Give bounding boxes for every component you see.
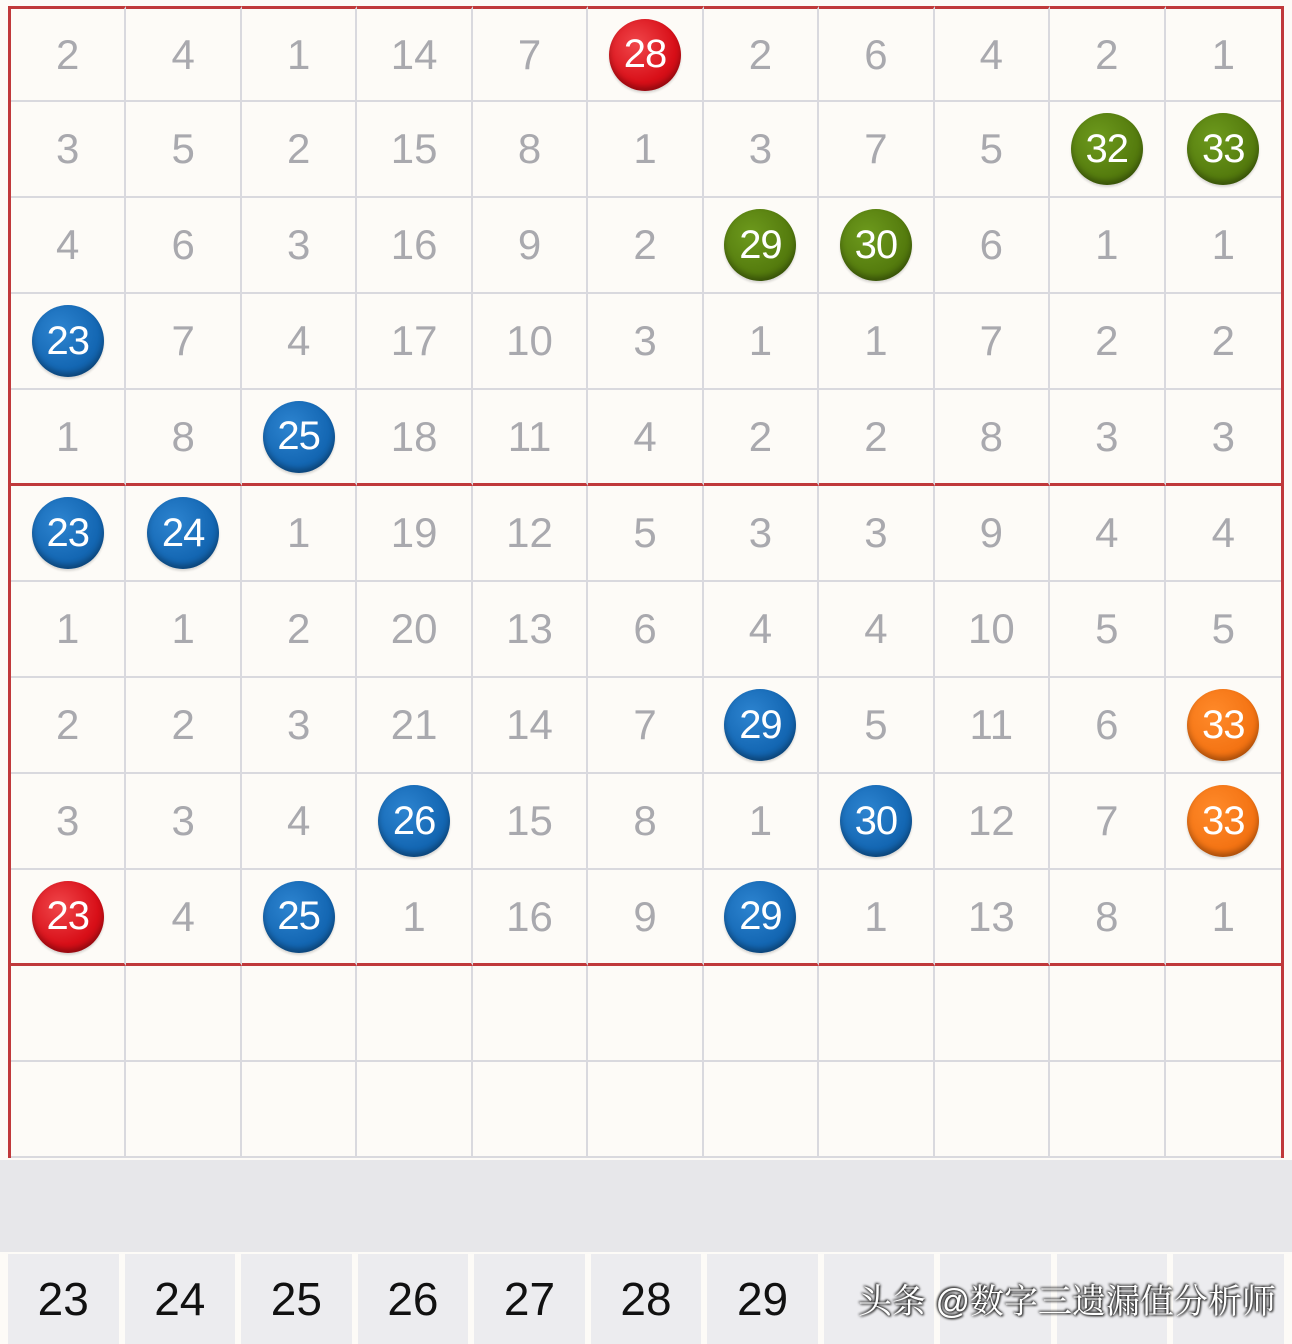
omission-value: 5	[633, 509, 657, 556]
grid-cell	[704, 966, 819, 1062]
grid-cell	[935, 678, 1050, 774]
grid-cell	[11, 102, 126, 198]
omission-value: 13	[506, 605, 553, 652]
grid-cell	[473, 774, 588, 870]
omission-value: 6	[1095, 701, 1119, 748]
omission-value: 7	[979, 317, 1004, 364]
grid-cell	[473, 870, 588, 966]
grid-cell	[126, 1062, 241, 1158]
omission-value: 7	[171, 317, 195, 364]
grid-cell	[11, 774, 126, 870]
grid-cell	[704, 678, 819, 774]
grid-cell	[704, 102, 819, 198]
grid-cell	[242, 6, 357, 102]
grid-cell	[126, 486, 241, 582]
grid-cell	[242, 966, 357, 1062]
grid-cell	[242, 390, 357, 486]
orange-ball: 33	[1187, 785, 1259, 857]
grid-cell	[588, 966, 703, 1062]
omission-value: 7	[864, 125, 888, 172]
grid-cell	[819, 1062, 934, 1158]
grid-cell	[1166, 198, 1281, 294]
grid-cell	[704, 1062, 819, 1158]
omission-value: 1	[864, 317, 888, 364]
grid-cell	[242, 1062, 357, 1158]
grid-cell	[242, 774, 357, 870]
omission-value: 2	[748, 30, 773, 78]
grid-cell	[357, 582, 472, 678]
omission-value: 8	[171, 412, 195, 460]
omission-value: 15	[390, 125, 438, 172]
grid-cell	[357, 6, 472, 102]
omission-value: 6	[633, 605, 657, 652]
grid-cell	[935, 870, 1050, 966]
omission-value: 1	[1211, 221, 1235, 268]
grid-cell	[819, 6, 934, 102]
omission-value: 1	[1211, 892, 1235, 940]
grid-cell	[588, 6, 703, 102]
grid-cell	[473, 486, 588, 582]
grid-cell	[1166, 486, 1281, 582]
grid-cell	[473, 678, 588, 774]
column-number: 25	[241, 1254, 352, 1344]
omission-value: 7	[1095, 797, 1119, 844]
grid-cell	[126, 582, 241, 678]
grid-cell	[473, 198, 588, 294]
grid-cell	[11, 870, 126, 966]
omission-value: 9	[979, 509, 1004, 556]
omission-value: 12	[967, 797, 1015, 844]
grid-cell	[126, 198, 241, 294]
grid-cell	[1050, 198, 1165, 294]
grid-cell	[935, 390, 1050, 486]
grid-cell	[935, 6, 1050, 102]
grid-cell	[1166, 582, 1281, 678]
grid-cell	[819, 966, 934, 1062]
grid-cell	[473, 390, 588, 486]
grid-cell	[588, 294, 703, 390]
omission-value: 1	[864, 892, 888, 940]
omission-value: 2	[1211, 317, 1235, 364]
omission-value: 4	[979, 30, 1004, 78]
omission-value: 1	[748, 317, 773, 364]
omission-value: 4	[286, 317, 311, 364]
omission-value: 1	[633, 125, 657, 172]
grid-cell	[126, 294, 241, 390]
omission-value: 1	[56, 605, 80, 652]
grid-cell	[11, 198, 126, 294]
omission-value: 1	[56, 412, 80, 460]
grid-cell	[588, 678, 703, 774]
omission-value: 2	[633, 221, 657, 268]
omission-value: 5	[979, 125, 1004, 172]
grid-cell	[1050, 6, 1165, 102]
column-number: 24	[125, 1254, 236, 1344]
omission-value: 3	[1211, 412, 1235, 460]
omission-value: 2	[286, 125, 311, 172]
omission-value: 3	[748, 509, 773, 556]
omission-value: 4	[171, 30, 195, 78]
grid-cell	[473, 294, 588, 390]
grid-cell	[819, 198, 934, 294]
omission-value: 18	[390, 412, 438, 460]
omission-value: 4	[633, 412, 657, 460]
grid-cell	[473, 6, 588, 102]
omission-value: 1	[402, 892, 426, 940]
grid-cell	[242, 198, 357, 294]
grid-cell	[588, 582, 703, 678]
grid-cell	[357, 294, 472, 390]
grid-cell	[126, 390, 241, 486]
omission-value: 2	[56, 701, 80, 748]
omission-value: 8	[1095, 892, 1119, 940]
omission-value: 4	[1211, 509, 1235, 556]
omission-value: 4	[1095, 509, 1119, 556]
grid-cell	[1050, 870, 1165, 966]
omission-value: 7	[633, 701, 657, 748]
grid-cell	[704, 582, 819, 678]
grid-cell	[704, 198, 819, 294]
grid-cell	[588, 870, 703, 966]
grid-cell	[1050, 1062, 1165, 1158]
grid-cell	[357, 870, 472, 966]
grid-cell	[473, 102, 588, 198]
grid-cell	[935, 486, 1050, 582]
grid-cell	[357, 198, 472, 294]
red-ball: 23	[32, 881, 104, 953]
omission-value: 7	[517, 30, 542, 78]
grid-cell	[588, 774, 703, 870]
omission-value: 8	[979, 412, 1004, 460]
omission-value: 3	[56, 797, 80, 844]
grid-cell	[819, 774, 934, 870]
grid-cell	[242, 102, 357, 198]
grid-cell	[473, 1062, 588, 1158]
omission-value: 17	[390, 317, 438, 364]
grid-cell	[11, 678, 126, 774]
column-number: 29	[707, 1254, 818, 1344]
omission-value: 21	[390, 701, 438, 748]
omission-value: 3	[171, 797, 195, 844]
grid-cell	[11, 6, 126, 102]
grid-cell	[1166, 870, 1281, 966]
omission-value: 6	[864, 30, 888, 78]
grid-cell	[126, 6, 241, 102]
blue-ball: 24	[147, 497, 219, 569]
grid-cell	[588, 486, 703, 582]
grid-cell	[704, 390, 819, 486]
grid-cell	[1050, 486, 1165, 582]
grid-cell	[1050, 390, 1165, 486]
grid-cell	[1050, 678, 1165, 774]
grid-cell	[819, 102, 934, 198]
omission-chart-grid	[8, 6, 1284, 1158]
grid-cell	[11, 390, 126, 486]
grid-cell	[1050, 966, 1165, 1062]
omission-value: 5	[171, 125, 195, 172]
omission-value: 9	[633, 892, 657, 940]
omission-value: 19	[390, 509, 438, 556]
grid-cell	[588, 390, 703, 486]
omission-value: 6	[171, 221, 195, 268]
grid-cell	[1166, 102, 1281, 198]
grid-cell	[126, 870, 241, 966]
omission-value: 9	[517, 221, 542, 268]
omission-value: 2	[748, 412, 773, 460]
blue-ball: 26	[378, 785, 450, 857]
omission-value: 11	[969, 701, 1014, 748]
grid-cell	[1050, 294, 1165, 390]
omission-value: 4	[748, 605, 773, 652]
green-ball: 32	[1071, 113, 1143, 185]
omission-value: 3	[1095, 412, 1119, 460]
grid-cell	[357, 1062, 472, 1158]
blue-ball: 23	[32, 497, 104, 569]
grid-cell	[11, 966, 126, 1062]
grid-cell	[935, 198, 1050, 294]
omission-value: 2	[864, 412, 888, 460]
grid-cell	[126, 102, 241, 198]
grid-cell	[1050, 102, 1165, 198]
grid-cell	[819, 678, 934, 774]
grid-cell	[588, 102, 703, 198]
grid-cell	[935, 582, 1050, 678]
grid-cell	[935, 966, 1050, 1062]
column-number: 28	[591, 1254, 702, 1344]
column-number: 27	[474, 1254, 585, 1344]
blue-ball: 25	[263, 401, 335, 473]
omission-value: 2	[1095, 30, 1119, 78]
grid-cell	[1166, 678, 1281, 774]
omission-value: 15	[506, 797, 553, 844]
omission-value: 8	[633, 797, 657, 844]
omission-value: 2	[171, 701, 195, 748]
grid-cell	[819, 870, 934, 966]
grid-cell	[704, 486, 819, 582]
grid-cell	[1166, 966, 1281, 1062]
omission-value: 1	[286, 509, 311, 556]
omission-value: 4	[171, 892, 195, 940]
grid-cell	[242, 486, 357, 582]
omission-value: 3	[748, 125, 773, 172]
omission-value: 3	[286, 701, 311, 748]
grid-cell	[1050, 774, 1165, 870]
grid-cell	[819, 582, 934, 678]
grid-cell	[588, 198, 703, 294]
omission-value: 11	[507, 412, 552, 460]
grid-cell	[473, 966, 588, 1062]
blue-ball: 29	[724, 689, 796, 761]
grid-cell	[819, 294, 934, 390]
grid-cell	[1050, 582, 1165, 678]
grid-cell	[357, 102, 472, 198]
grid-cell	[1166, 390, 1281, 486]
grid-cell	[126, 774, 241, 870]
omission-value: 1	[748, 797, 773, 844]
grid-cell	[242, 294, 357, 390]
grid-cell	[242, 678, 357, 774]
grid-cell	[473, 582, 588, 678]
omission-value: 3	[56, 125, 80, 172]
omission-value: 3	[633, 317, 657, 364]
omission-value: 5	[1095, 605, 1119, 652]
grid-cell	[588, 1062, 703, 1158]
omission-value: 4	[56, 221, 80, 268]
omission-value: 1	[286, 30, 311, 78]
grid-cell	[11, 486, 126, 582]
omission-value: 12	[506, 509, 553, 556]
omission-value: 14	[506, 701, 553, 748]
omission-value: 2	[1095, 317, 1119, 364]
grid-cell	[1166, 774, 1281, 870]
omission-value: 2	[286, 605, 311, 652]
omission-value: 3	[286, 221, 311, 268]
grid-cell	[819, 486, 934, 582]
omission-value: 16	[506, 892, 553, 940]
column-number: 23	[8, 1254, 119, 1344]
grid-cell	[704, 774, 819, 870]
grid-cell	[357, 678, 472, 774]
omission-value: 3	[864, 509, 888, 556]
grid-cell	[704, 6, 819, 102]
grid-cell	[935, 294, 1050, 390]
grid-cell	[357, 486, 472, 582]
grid-cell	[357, 966, 472, 1062]
grid-cell	[11, 294, 126, 390]
grid-cell	[935, 102, 1050, 198]
grid-cell	[704, 294, 819, 390]
grid-cell	[935, 774, 1050, 870]
omission-value: 4	[286, 797, 311, 844]
grid-cell	[1166, 1062, 1281, 1158]
omission-value: 2	[56, 30, 80, 78]
grid-cell	[1166, 294, 1281, 390]
grid-cell	[11, 1062, 126, 1158]
omission-value: 1	[171, 605, 195, 652]
grid-cell	[819, 390, 934, 486]
grid-cell	[11, 582, 126, 678]
footer-spacer	[0, 1160, 1292, 1252]
green-ball: 30	[840, 209, 912, 281]
grid-cell	[357, 774, 472, 870]
omission-value: 10	[967, 605, 1015, 652]
blue-ball: 29	[724, 881, 796, 953]
column-number: 26	[358, 1254, 469, 1344]
grid-cell	[242, 582, 357, 678]
omission-value: 1	[1095, 221, 1119, 268]
omission-value: 13	[967, 892, 1015, 940]
grid-cell	[126, 678, 241, 774]
omission-value: 10	[506, 317, 553, 364]
watermark-text: 头条 @数字三遗漏值分析师	[858, 1283, 1276, 1321]
grid-cell	[704, 870, 819, 966]
blue-ball: 23	[32, 305, 104, 377]
grid-cell	[242, 870, 357, 966]
omission-value: 5	[864, 701, 888, 748]
blue-ball: 30	[840, 785, 912, 857]
omission-value: 20	[390, 605, 438, 652]
omission-value: 16	[390, 221, 438, 268]
green-ball: 33	[1187, 113, 1259, 185]
blue-ball: 25	[263, 881, 335, 953]
omission-value: 4	[864, 605, 888, 652]
omission-value: 1	[1211, 30, 1235, 78]
omission-value: 5	[1211, 605, 1235, 652]
grid-cell	[357, 390, 472, 486]
omission-value: 14	[390, 30, 438, 78]
grid-cell	[126, 966, 241, 1062]
grid-cell	[935, 1062, 1050, 1158]
omission-value: 6	[979, 221, 1004, 268]
red-ball: 28	[609, 19, 681, 91]
grid-cell	[1166, 6, 1281, 102]
omission-value: 8	[517, 125, 542, 172]
orange-ball: 33	[1187, 689, 1259, 761]
green-ball: 29	[724, 209, 796, 281]
